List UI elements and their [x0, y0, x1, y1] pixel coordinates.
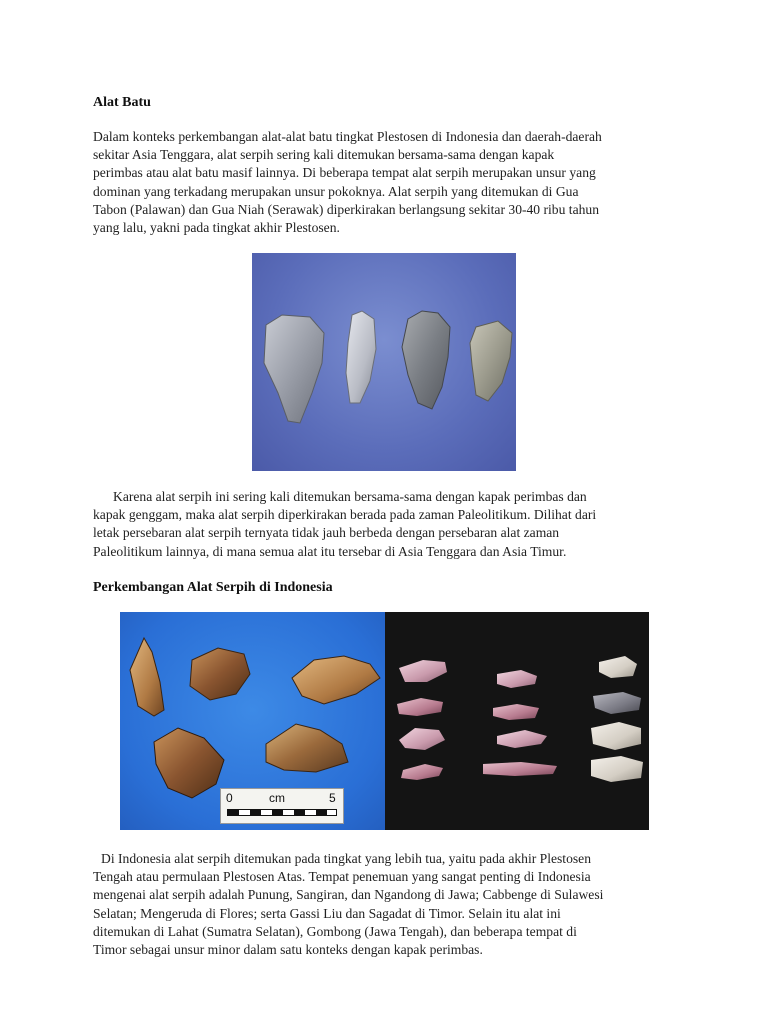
scale-label-zero: 0: [226, 791, 233, 805]
heading-perkembangan: Perkembangan Alat Serpih di Indonesia: [93, 580, 333, 595]
pale-flake-3: [399, 728, 445, 750]
paragraph-intro: [93, 128, 693, 237]
pale-flake-4: [401, 764, 443, 780]
text-line: Tengah atau permulaan Plestosen Atas. Tempat penemuan yang sangat penting di Indonesia: [93, 869, 591, 885]
photo-panel-right: [385, 612, 649, 830]
pale-flake-6: [493, 704, 539, 720]
text-line: Di Indonesia alat serpih ditemukan pada tingkat yang lebih tua, yaitu pada akhir Plestosen: [101, 851, 591, 866]
grey-flake-1: [599, 656, 637, 678]
text-line: Dalam konteks perkembangan alat-alat batu tingkat Plestosen di Indonesia dan daerah-daerah: [93, 129, 602, 144]
pale-flake-2: [397, 698, 443, 716]
flake-tool-2: [346, 311, 376, 403]
pale-flake-5: [497, 670, 537, 688]
text-line: perimbas atau alat batu masif lainnya. Di beberapa tempat alat serpih merupakan unsur yang: [93, 165, 596, 181]
brown-flake-5: [266, 724, 348, 772]
grey-flake-3: [591, 722, 641, 750]
scale-label-cm: cm: [269, 791, 285, 805]
scale-ruler: [227, 809, 337, 816]
text-line: Karena alat serpih ini sering kali ditemukan bersama-sama dengan kapak perimbas dan: [113, 489, 587, 504]
paragraph-indonesia: [93, 850, 693, 959]
text-line: Paleolitikum lainnya, di mana semua alat itu tersebar di Asia Tenggara dan Asia Timur.: [93, 543, 567, 559]
flake-tools-composite-photo: [120, 612, 649, 830]
text-line: ditemukan di Lahat (Sumatra Selatan), Gombong (Jawa Tengah), dan beberapa tempat di: [93, 923, 577, 939]
text-line: kapak genggam, maka alat serpih diperkirakan berada pada zaman Paleolitikum. Dilihat dari: [93, 507, 597, 523]
text-line: sekitar Asia Tenggara, alat serpih sering kali ditemukan bersama-sama dengan kapak: [93, 147, 555, 163]
flake-tools-photo: [252, 253, 516, 471]
pale-flake-7: [497, 730, 547, 748]
text-line: Timor sebagai unsur minor dalam satu konteks dengan kapak perimbas.: [93, 942, 483, 958]
brown-flake-4: [154, 728, 224, 798]
text-line: Tabon (Palawan) dan Gua Niah (Serawak) diperkirakan berlangsung sekitar 30-40 ribu tahun: [93, 201, 600, 217]
paragraph-paleolitikum: [93, 488, 693, 561]
text-line: mengenai alat serpih adalah Punung, Sangiran, dan Ngandong di Jawa; Cabbenge di Sulawesi: [93, 887, 604, 903]
text-line: dominan yang terkadang merupakan unsur pokoknya. Alat serpih yang ditemukan di Gua: [93, 183, 579, 199]
flake-tools-illustration: [252, 253, 516, 471]
text-line: letak persebaran alat serpih ternyata tidak jauh berbeda dengan persebaran alat zaman: [93, 525, 560, 541]
text-line: yang lalu, yakni pada tingkat akhir Plestosen.: [93, 220, 340, 236]
pale-flake-8: [483, 762, 557, 776]
brown-flake-3: [292, 656, 380, 704]
scale-label-five: 5: [329, 791, 336, 805]
grey-flake-2: [593, 692, 641, 714]
flake-tool-1: [264, 315, 324, 423]
grey-flake-4: [591, 756, 643, 782]
scale-bar: [220, 788, 344, 824]
pale-flake-1: [399, 660, 447, 682]
pale-flakes-illustration: [385, 612, 649, 830]
brown-flake-1: [130, 638, 164, 716]
brown-flake-2: [190, 648, 250, 700]
heading-alat-batu: Alat Batu: [93, 95, 151, 110]
text-line: Selatan; Mengeruda di Flores; serta Gassi Liu dan Sagadat di Timor. Selain itu alat ini: [93, 905, 561, 921]
photo-panel-left: [120, 612, 385, 830]
flake-tool-4: [470, 321, 512, 401]
flake-tool-3: [402, 311, 450, 409]
